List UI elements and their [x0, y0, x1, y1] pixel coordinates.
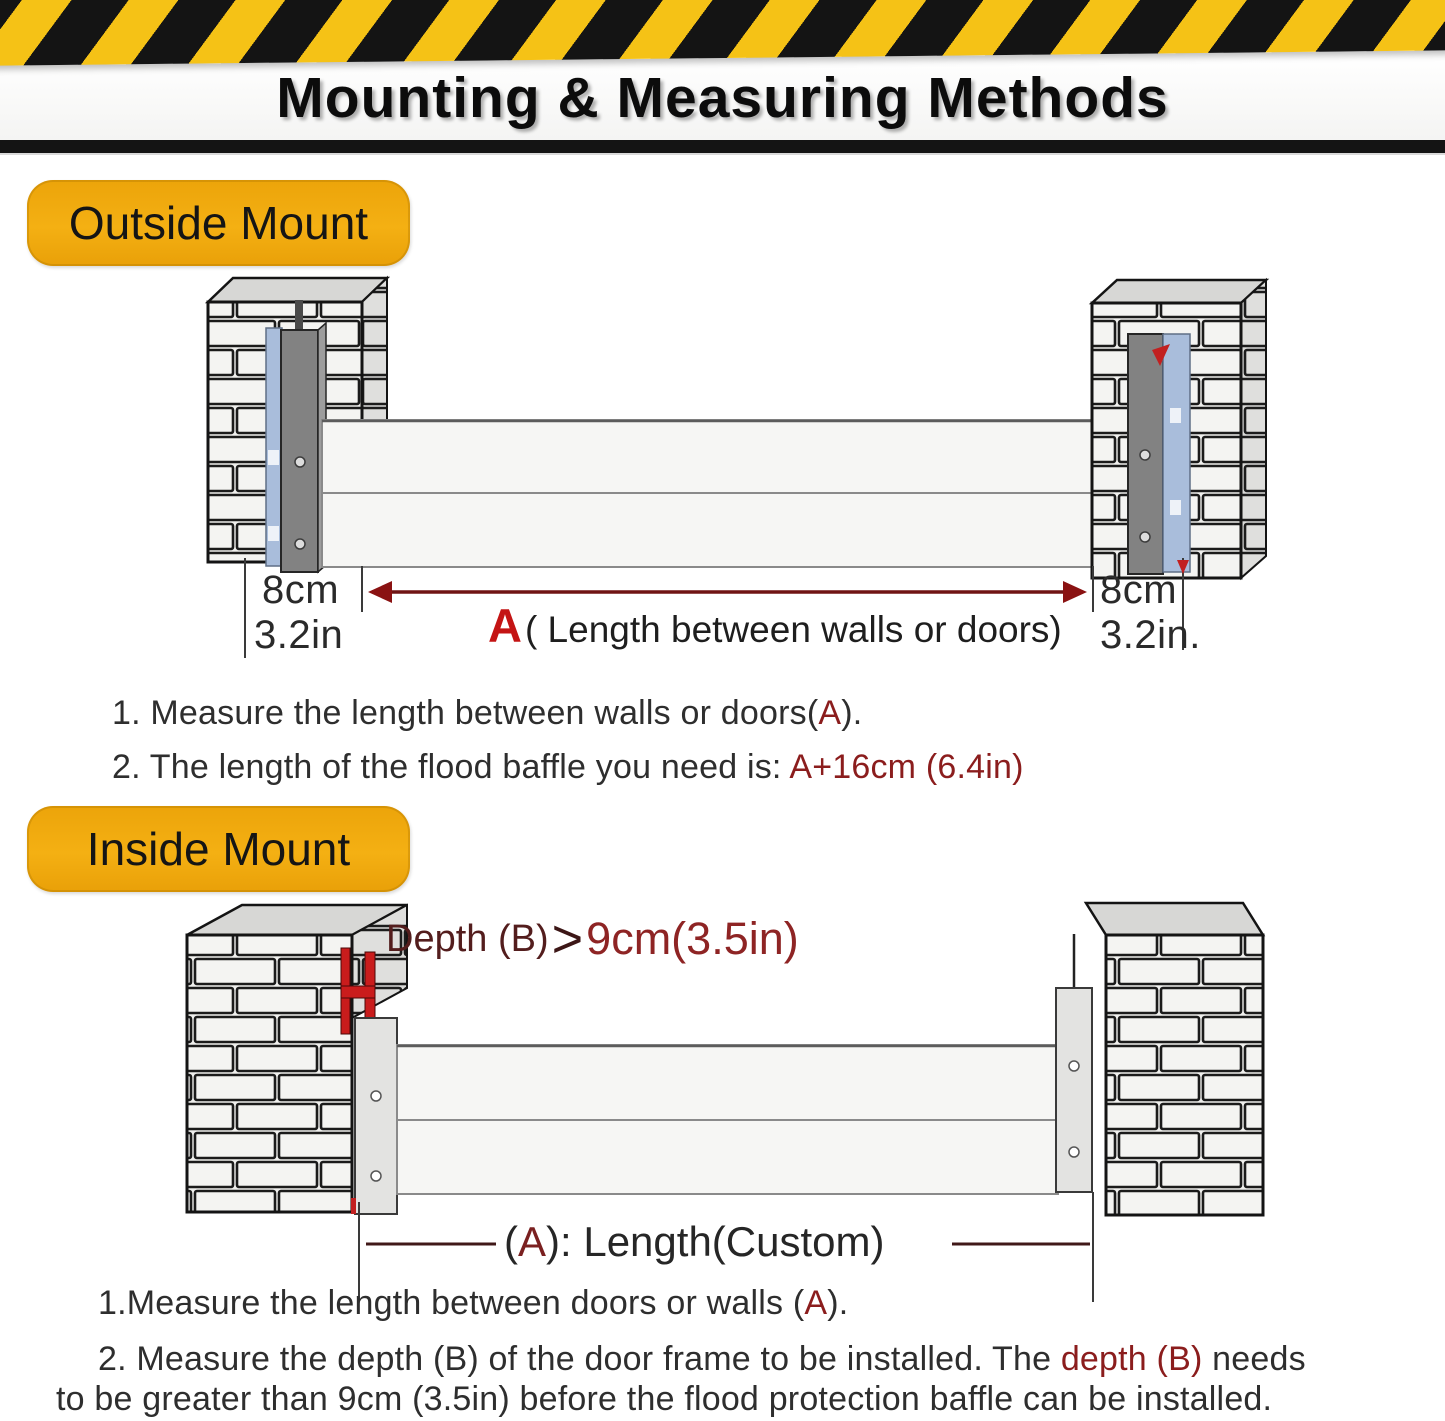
outside-mount-label [27, 180, 410, 266]
flood-barrier-panels [322, 420, 1135, 567]
inside-note-2-highlight: depth (B) [1060, 1340, 1203, 1378]
page-title: Mounting & Measuring Methods [276, 66, 1169, 130]
outside-note-2-highlight: A+16cm (6.4in) [789, 748, 1024, 786]
dim-right-in: 3.2in. [1100, 613, 1201, 657]
length-label-text: ): Length(Custom) [546, 1218, 885, 1265]
divider-bar [0, 140, 1445, 155]
outside-note-1-end: ). [841, 694, 863, 732]
inside-right-brick-pillar [1086, 903, 1263, 1215]
title-band [0, 56, 1445, 140]
inside-note-1-highlight: A [804, 1284, 828, 1322]
inside-mount-label [27, 806, 410, 892]
outside-note-2-text: 2. The length of the flood baffle you need is: [112, 748, 790, 786]
length-label-a: A [518, 1218, 547, 1265]
span-a-letter: A [488, 599, 522, 652]
outside-note-1-text: 1. Measure the length between walls or doors( [112, 694, 819, 732]
length-custom-label [504, 1218, 884, 1266]
span-label-text: ( Length between walls or doors) [524, 609, 1062, 650]
dim-right-cm: 8cm [1100, 568, 1178, 612]
inside-note-1-text: 1.Measure the length between doors or walls ( [98, 1284, 805, 1322]
inside-note-2-end: needs [1202, 1340, 1306, 1378]
dim-left-cm: 8cm [262, 568, 340, 612]
outside-note-1-highlight: A [818, 694, 842, 732]
outside-note-2 [112, 748, 1024, 787]
right-mounting-channel [1128, 334, 1163, 574]
inside-mount-label-text: Inside Mount [86, 823, 351, 875]
inside-note-2-text: 2. Measure the depth (B) of the door frame to be installed. The [98, 1340, 1061, 1378]
depth-label-text: Depth (B) [386, 917, 549, 960]
depth-value: 9cm(3.5in) [586, 913, 799, 964]
inside-note-1-end: ). [827, 1284, 849, 1322]
inside-note-3: to be greater than 9cm (3.5in) before the flood protection baffle can be installed. [56, 1380, 1273, 1418]
greater-than-symbol: > [551, 909, 584, 969]
depth-label [386, 909, 799, 969]
inside-note-1 [98, 1284, 848, 1323]
inside-right-channel [1056, 934, 1092, 1192]
outside-mount-label-text: Outside Mount [68, 197, 369, 249]
left-mounting-channel [281, 300, 326, 572]
length-label-open: ( [504, 1218, 518, 1265]
inside-flood-barrier-panels [397, 1045, 1058, 1194]
dim-left-in: 3.2in [254, 613, 344, 657]
span-length-label [488, 598, 1062, 653]
outside-note-1 [112, 694, 862, 733]
left-seal-strip [266, 328, 282, 566]
inside-note-2 [98, 1340, 1306, 1379]
inside-left-channel [351, 1018, 397, 1214]
